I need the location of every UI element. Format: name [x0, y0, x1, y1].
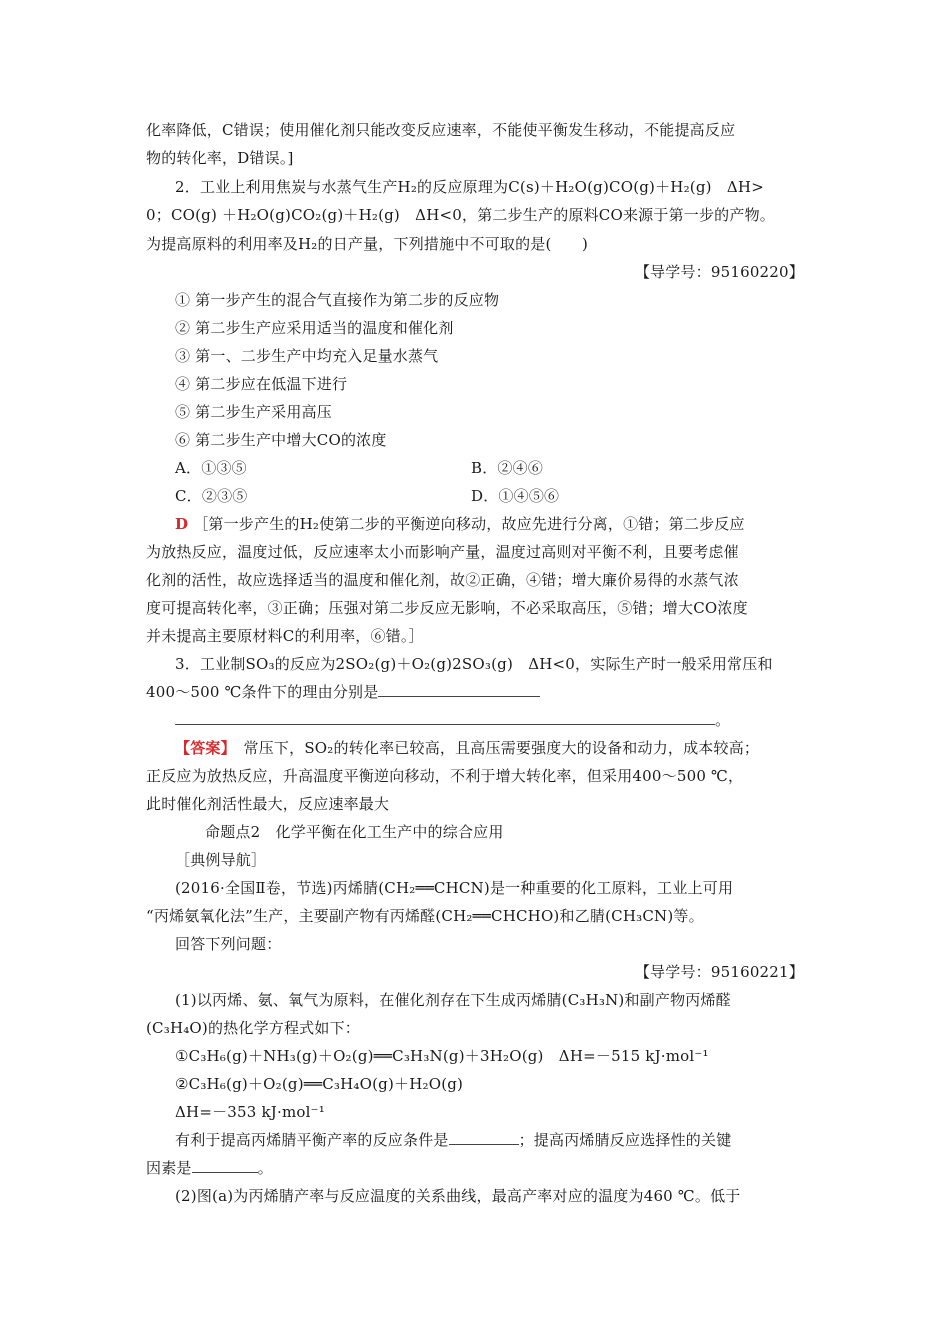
guide-number: 【导学号：95160221】: [634, 963, 804, 981]
question-3-line: [146, 682, 814, 702]
answer-text: ［第一步产生的H₂使第二步的平衡逆向移动，故应先进行分离，①错；第二步反应: [193, 515, 745, 533]
question-3-line: [175, 710, 843, 730]
choice-b: B．②④⑥: [471, 459, 544, 477]
part-1-line: (C₃H₄O)的热化学方程式如下：: [146, 1019, 360, 1037]
answer-line: 并未提高主要原材料C的利用率，⑥错。］: [146, 627, 424, 645]
choice-c: C．②③⑤: [175, 487, 248, 505]
choice-row: [175, 458, 843, 478]
fill-line: [146, 1158, 814, 1178]
question-2-line: 为提高原料的利用率及H₂的日产量，下列措施中不可取的是( ): [146, 235, 589, 253]
answer-blank: [192, 1158, 258, 1173]
answer-line: [175, 514, 843, 534]
answer-line: 正反应为放热反应，升高温度平衡逆向移动，不利于增大转化率，但采用400～500 ℃，: [146, 767, 744, 785]
option-item: ③ 第一、二步生产中均充入足量水蒸气: [175, 347, 439, 365]
section-heading: 命题点2 化学平衡在化工生产中的综合应用: [205, 823, 504, 841]
answer-blank: [378, 682, 540, 697]
answer-blank: [449, 1130, 519, 1145]
answer-line: 此时催化剂活性最大，反应速率最大: [146, 795, 390, 813]
period: 。: [715, 711, 731, 729]
option-item: ⑥ 第二步生产中增大CO的浓度: [175, 431, 387, 449]
text-line: 化率降低，C错误；使用催化剂只能改变反应速率，不能使平衡发生移动，不能提高反应: [146, 121, 736, 139]
choice-a: A．①③⑤: [175, 459, 247, 477]
answer-tag: 【答案】: [175, 739, 229, 757]
example-line: “丙烯氨氧化法”生产，主要副产物有丙烯醛(CH₂══CHCHO)和乙腈(CH₃CN)等。: [146, 907, 704, 925]
fill-line: [175, 1130, 843, 1150]
equation-2-enthalpy: ΔH=－353 kJ·mol⁻¹: [175, 1103, 325, 1121]
period: 。: [257, 1159, 273, 1177]
answer-text: 常压下，SO₂的转化率已较高，且高压需要强度大的设备和动力，成本较高；: [228, 739, 760, 757]
option-item: ① 第一步产生的混合气直接作为第二步的反应物: [175, 291, 500, 309]
equation-2: ②C₃H₆(g)＋O₂(g)══C₃H₄O(g)＋H₂O(g): [175, 1075, 464, 1093]
equation-1: ①C₃H₆(g)＋NH₃(g)＋O₂(g)══C₃H₃N(g)＋3H₂O(g) ΔH=－515 kJ·mol⁻¹: [175, 1047, 709, 1065]
example-line: (2016·全国Ⅱ卷，节选)丙烯腈(CH₂══CHCN)是一种重要的化工原料，工业上可用: [175, 879, 734, 897]
answer-line: 化剂的活性，故应选择适当的温度和催化剂，故②正确，④错；增大廉价易得的水蒸气浓: [146, 571, 739, 589]
part-1-line: (1)以丙烯、氨、氧气为原料，在催化剂存在下生成丙烯腈(C₃H₃N)和副产物丙烯醛: [175, 991, 731, 1009]
answer-blank: [175, 710, 715, 725]
choice-d: D．①④⑤⑥: [471, 487, 560, 505]
choice-row: [175, 486, 843, 506]
question-3-line: 3．工业制SO₃的反应为2SO₂(g)＋O₂(g)2SO₃(g) ΔH<0，实际生产时一般采用常压和: [175, 655, 773, 673]
option-item: ④ 第二步应在低温下进行: [175, 375, 348, 393]
question-2-line: 0；CO(g) ＋H₂O(g)CO₂(g)＋H₂(g) ΔH<0，第二步生产的原料CO来源于第一步的产物。: [146, 206, 775, 224]
question-2-line: 2．工业上利用焦炭与水蒸气生产H₂的反应原理为C(s)＋H₂O(g)CO(g)＋H₂(g) ΔH>: [175, 178, 764, 196]
answer-letter: D: [175, 515, 189, 533]
answer-line: 度可提高转化率，③正确；压强对第二步反应无影响，不必采取高压，⑤错；增大CO浓度: [146, 599, 748, 617]
answer-line: [175, 738, 843, 758]
fill-text: ；提高丙烯腈反应选择性的关键: [518, 1131, 732, 1149]
question-3-text: 400～500 ℃条件下的理由分别是: [146, 683, 379, 701]
part-2-line: (2)图(a)为丙烯腈产率与反应温度的关系曲线，最高产率对应的温度为460 ℃。低于: [175, 1187, 741, 1205]
answer-line: 为放热反应，温度过低，反应速率太小而影响产量，温度过高则对平衡不利，且要考虑催: [146, 543, 739, 561]
option-item: ⑤ 第二步生产采用高压: [175, 403, 332, 421]
example-line: 回答下列问题：: [175, 935, 282, 953]
guide-heading: ［典例导航］: [175, 851, 267, 869]
text-line: 物的转化率，D错误。]: [146, 149, 294, 167]
fill-text: 有利于提高丙烯腈平衡产率的反应条件是: [175, 1131, 449, 1149]
fill-text: 因素是: [146, 1159, 192, 1177]
option-item: ② 第二步生产应采用适当的温度和催化剂: [175, 319, 454, 337]
guide-number: 【导学号：95160220】: [634, 263, 804, 281]
